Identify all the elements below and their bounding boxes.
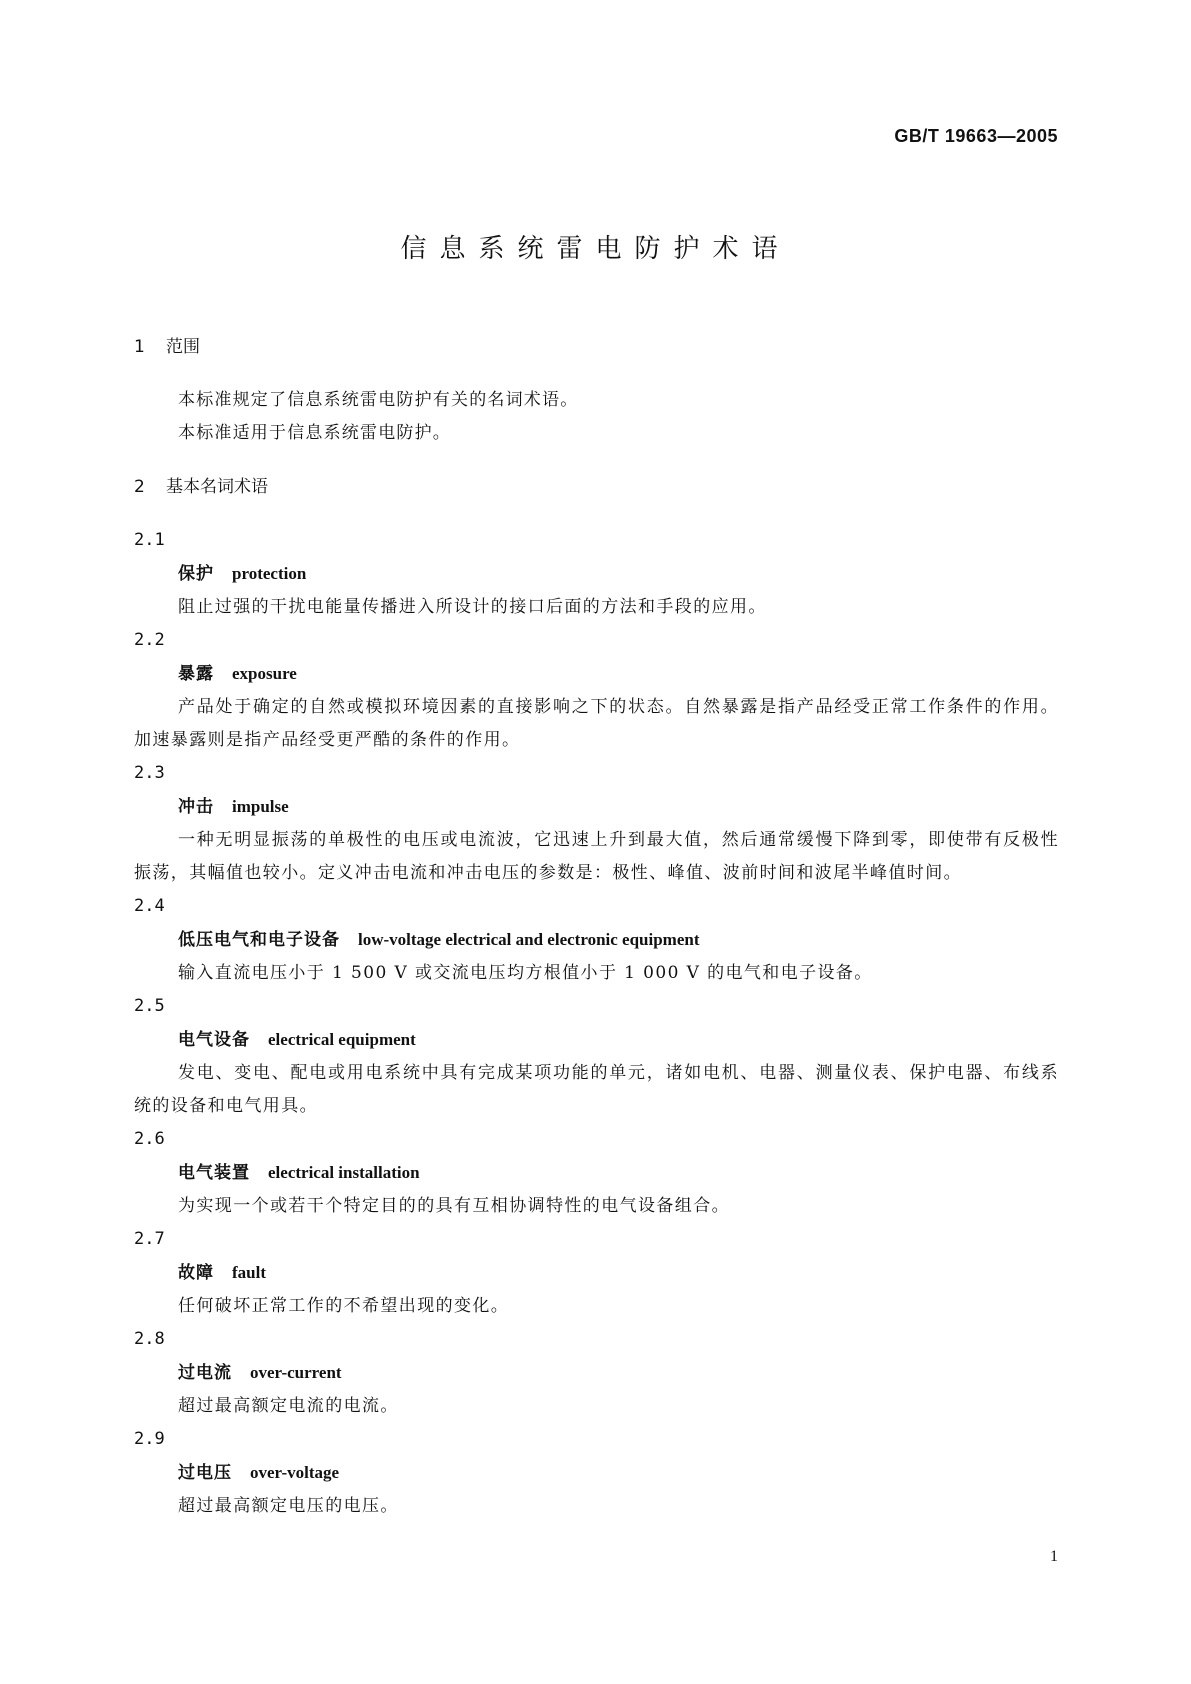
term-heading (134, 923, 1059, 957)
term-zh: 冲击 (178, 797, 214, 817)
term-entry (134, 624, 1059, 757)
section-number: 2 (134, 477, 145, 497)
standard-code: GB/T 19663—2005 (894, 126, 1058, 146)
entry-number: 2.7 (134, 1229, 165, 1249)
term-entry (134, 524, 1059, 624)
entry-number: 2.3 (134, 763, 165, 783)
term-zh: 电气装置 (178, 1163, 250, 1183)
term-en: over-current (250, 1363, 342, 1382)
term-zh: 暴露 (178, 664, 214, 684)
term-entry (134, 990, 1059, 1123)
term-en: protection (232, 564, 307, 583)
term-definition: 超过最高额定电压的电压。 (178, 1496, 399, 1516)
section-2-heading (134, 470, 1059, 504)
term-definition: 阻止过强的干扰电能量传播进入所设计的接口后面的方法和手段的应用。 (178, 597, 767, 617)
term-en: impulse (232, 797, 289, 816)
term-heading (134, 1156, 1059, 1190)
term-en: low-voltage electrical and electronic equipment (358, 930, 700, 949)
entry-number: 2.1 (134, 530, 165, 550)
section-1-heading (134, 330, 1059, 364)
term-definition: 为实现一个或若干个特定目的的具有互相协调特性的电气设备组合。 (178, 1196, 730, 1216)
entry-number: 2.5 (134, 996, 165, 1016)
term-definition: 任何破坏正常工作的不希望出现的变化。 (178, 1296, 510, 1316)
section-title: 范围 (166, 337, 200, 357)
term-en: over-voltage (250, 1463, 340, 1482)
term-en: fault (232, 1263, 266, 1282)
document-title: 信息系统雷电防护术语 (400, 234, 791, 264)
term-en: electrical equipment (268, 1030, 416, 1049)
term-definition: 发电、变电、配电或用电系统中具有完成某项功能的单元，诸如电机、电器、测量仪表、保护电器、布线系统的设备和电气用具。 (134, 1063, 1059, 1116)
term-definition: 超过最高额定电流的电流。 (178, 1396, 399, 1416)
term-entry (134, 890, 1059, 990)
term-definition: 输入直流电压小于 1 500 V 或交流电压均方根值小于 1 000 V 的电气和电子设备。 (178, 963, 873, 983)
term-zh: 故障 (178, 1263, 214, 1283)
term-heading (134, 1023, 1059, 1057)
term-zh: 保护 (178, 564, 214, 584)
term-heading (134, 1456, 1059, 1490)
entry-number: 2.8 (134, 1329, 165, 1349)
section-number: 1 (134, 337, 145, 357)
term-en: electrical installation (268, 1163, 420, 1182)
term-entry (134, 1223, 1059, 1323)
entry-number: 2.6 (134, 1129, 165, 1149)
term-zh: 过电流 (178, 1363, 232, 1383)
document-body (134, 330, 1059, 1523)
term-heading (134, 1356, 1059, 1390)
term-heading (134, 657, 1059, 691)
entry-number: 2.9 (134, 1429, 165, 1449)
section-title: 基本名词术语 (166, 477, 268, 497)
page-number: 1 (1050, 1548, 1058, 1565)
term-entry (134, 1423, 1059, 1523)
term-heading (134, 790, 1059, 824)
term-definition: 一种无明显振荡的单极性的电压或电流波，它迅速上升到最大值，然后通常缓慢下降到零，即使带有反极性振荡，其幅值也较小。定义冲击电流和冲击电压的参数是：极性、峰值、波前时间和波尾半峰值时间。 (134, 830, 1059, 883)
term-zh: 电气设备 (178, 1030, 250, 1050)
term-definition: 产品处于确定的自然或模拟环境因素的直接影响之下的状态。自然暴露是指产品经受正常工作条件的作用。加速暴露则是指产品经受更严酷的条件的作用。 (134, 697, 1059, 750)
entry-number: 2.4 (134, 896, 165, 916)
term-heading (134, 557, 1059, 591)
term-zh: 低压电气和电子设备 (178, 930, 340, 950)
term-zh: 过电压 (178, 1463, 232, 1483)
scope-paragraph: 本标准适用于信息系统雷电防护。 (178, 423, 451, 443)
entry-number: 2.2 (134, 630, 165, 650)
term-entry (134, 1323, 1059, 1423)
term-heading (134, 1256, 1059, 1290)
scope-paragraph: 本标准规定了信息系统雷电防护有关的名词术语。 (178, 390, 579, 410)
term-entry (134, 757, 1059, 890)
term-en: exposure (232, 664, 297, 683)
term-entry (134, 1123, 1059, 1223)
